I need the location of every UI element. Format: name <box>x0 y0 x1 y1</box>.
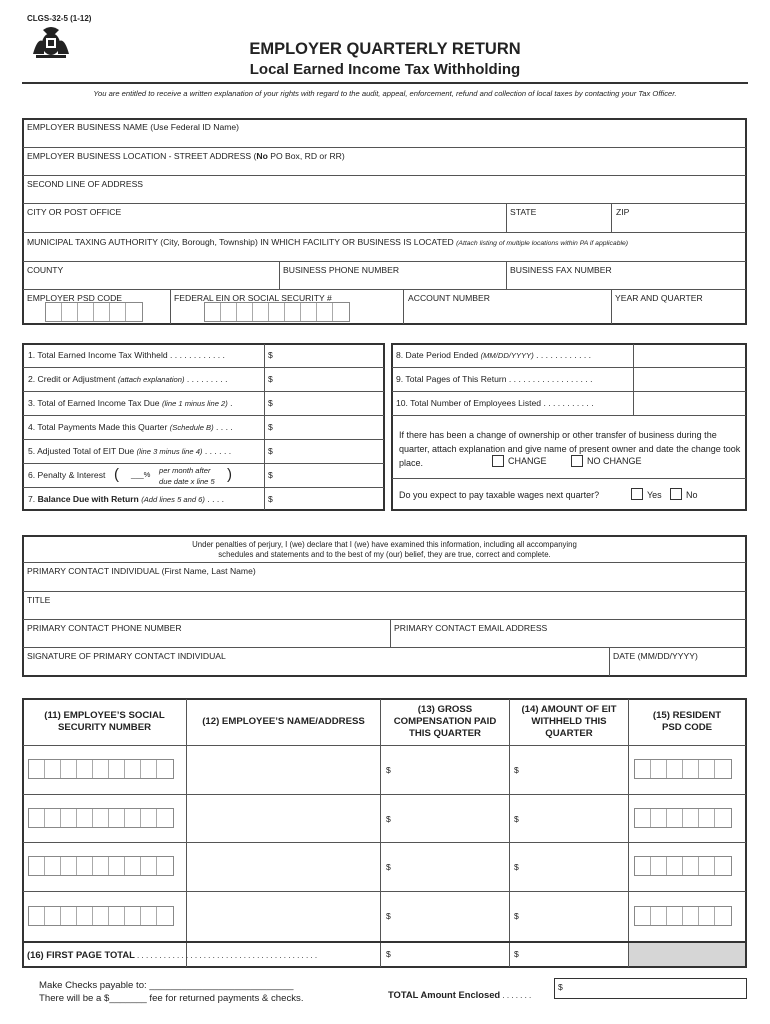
no-change-label: NO CHANGE <box>587 456 642 466</box>
returned-fee-text: There will be a $_______ fee for returned payments & checks. <box>39 993 304 1004</box>
contact-phone-field[interactable]: PRIMARY CONTACT PHONE NUMBER <box>27 623 182 633</box>
divider <box>23 415 384 416</box>
divider <box>23 647 746 648</box>
total-enclosed-dollar: $ <box>558 982 563 992</box>
divider <box>23 794 746 795</box>
divider <box>23 463 384 464</box>
divider <box>23 203 746 204</box>
street-address-no: No <box>256 151 268 161</box>
divider <box>23 147 746 148</box>
business-name-field[interactable]: EMPLOYER BUSINESS NAME (Use Federal ID Name) <box>27 122 240 132</box>
line7-label <box>28 494 224 504</box>
divider <box>23 261 746 262</box>
penalty-rate-input[interactable]: ___% <box>131 470 151 479</box>
divider <box>279 262 280 289</box>
total-enclosed-label <box>388 989 531 1000</box>
divider <box>23 619 746 620</box>
title-rule <box>22 82 748 84</box>
ein-input[interactable] <box>204 302 350 322</box>
total-gross-input[interactable]: $ <box>386 949 391 959</box>
line4-text: 4. Total Payments Made this Quarter <box>28 422 168 432</box>
line8-input[interactable] <box>634 345 745 366</box>
line8-label <box>396 350 591 360</box>
divider <box>23 842 746 843</box>
street-address-label: EMPLOYER BUSINESS LOCATION - STREET ADDRESS ( <box>27 151 257 161</box>
yes-label: Yes <box>647 490 662 500</box>
municipal-note: (Attach listing of multiple locations within PA if applicable) <box>456 240 629 247</box>
gross-comp-input[interactable]: $ <box>386 911 391 921</box>
municipal-authority-field[interactable] <box>27 237 628 247</box>
divider <box>392 367 746 368</box>
eit-withheld-input[interactable]: $ <box>514 814 519 824</box>
business-fax-field[interactable]: BUSINESS FAX NUMBER <box>510 265 612 275</box>
county-field[interactable]: COUNTY <box>27 265 64 275</box>
line4-label <box>28 422 233 432</box>
gross-comp-input[interactable]: $ <box>386 862 391 872</box>
resident-psd-input[interactable] <box>634 808 732 828</box>
checks-payable-text: Make Checks payable to: ___________________________ <box>39 980 294 991</box>
line3-text: 3. Total of Earned Income Tax Due <box>28 398 160 408</box>
divider <box>392 478 746 479</box>
line8-note: (MM/DD/YYYY) <box>480 351 534 360</box>
line9-input[interactable] <box>634 369 745 390</box>
state-field[interactable]: STATE <box>510 207 537 217</box>
divider <box>506 262 507 289</box>
col-header-eit: (14) AMOUNT OF EIT WITHHELD THIS QUARTER <box>521 704 617 739</box>
employee-name-input[interactable] <box>188 796 379 841</box>
eit-withheld-input[interactable]: $ <box>514 911 519 921</box>
line5-label <box>28 446 231 456</box>
line7-amount[interactable]: $ <box>268 494 273 504</box>
divider <box>23 289 746 290</box>
line2-text: 2. Credit or Adjustment <box>28 374 116 384</box>
line2-note: (attach explanation) <box>117 375 185 384</box>
signature-date-field[interactable]: DATE (MM/DD/YYYY) <box>613 651 698 661</box>
divider <box>170 290 171 324</box>
business-phone-field[interactable]: BUSINESS PHONE NUMBER <box>283 265 400 275</box>
divider <box>609 648 610 676</box>
form-subtitle: Local Earned Income Tax Withholding <box>249 61 521 78</box>
divider <box>628 699 629 967</box>
total-shaded-cell <box>628 942 745 966</box>
next-quarter-question: Do you expect to pay taxable wages next quarter? <box>399 490 600 500</box>
no-checkbox[interactable] <box>670 488 682 500</box>
paren-open: ( <box>114 466 119 483</box>
change-checkbox[interactable] <box>492 455 504 467</box>
second-address-field[interactable]: SECOND LINE OF ADDRESS <box>27 179 144 189</box>
contact-title-field[interactable]: TITLE <box>27 595 51 605</box>
employee-ssn-input[interactable] <box>28 759 174 779</box>
line3-dots: . <box>227 398 233 408</box>
line4-note: (Schedule B) <box>169 423 214 432</box>
total-enclosed-text: TOTAL Amount Enclosed <box>388 989 501 1000</box>
total-eit-input[interactable]: $ <box>514 949 519 959</box>
line1-amount[interactable]: $ <box>268 350 273 360</box>
divider <box>23 367 384 368</box>
employee-name-input[interactable] <box>188 747 379 793</box>
declaration-text-1: Under penalties of perjury, I (we) declare that I (we) have examined this information, including all accompanying <box>192 540 577 549</box>
line3-label <box>28 398 233 408</box>
ownership-change-text: If there has been a change of ownership or other transfer of business during the quarter, attach explanation and give name of present owner and date the change took place. <box>399 430 741 468</box>
divider <box>392 415 746 416</box>
line7-note: (Add lines 5 and 6) <box>141 495 205 504</box>
divider <box>23 487 384 488</box>
line6-label: 6. Penalty & Interest <box>28 470 106 480</box>
line7-dots: . . . . <box>204 494 225 504</box>
divider <box>611 290 612 324</box>
line10-input[interactable] <box>634 393 745 414</box>
gross-comp-input[interactable]: $ <box>386 765 391 775</box>
no-label: No <box>686 490 698 500</box>
total-enclosed-input[interactable] <box>554 978 747 999</box>
municipal-label: MUNICIPAL TAXING AUTHORITY (City, Borough, Township) IN WHICH FACILITY OR BUSINESS IS LOCATED <box>27 237 454 247</box>
line8-dots: . . . . . . . . . . . . <box>533 350 592 360</box>
city-field[interactable]: CITY OR POST OFFICE <box>27 207 122 217</box>
col-header-ssn: (11) EMPLOYEE’S SOCIAL SECURITY NUMBER <box>44 710 165 733</box>
line1-label: 1. Total Earned Income Tax Withheld . . . . . . . . . . . . <box>28 350 225 360</box>
divider <box>403 290 404 324</box>
eit-withheld-input[interactable]: $ <box>514 765 519 775</box>
line8-text: 8. Date Period Ended <box>396 350 479 360</box>
employee-name-input[interactable] <box>188 893 379 940</box>
divider <box>186 699 187 967</box>
line2-amount[interactable]: $ <box>268 374 273 384</box>
line2-label <box>28 374 228 384</box>
rights-notice: You are entitled to receive a written explanation of your rights with regard to the audit, appeal, enforcement, refund and collection of local taxes by contacting your Tax Officer. <box>93 89 677 98</box>
form-id: CLGS-32-5 (1-12) <box>27 14 92 23</box>
first-page-total-label <box>27 949 317 960</box>
eit-withheld-input[interactable]: $ <box>514 862 519 872</box>
penalty-note-2: due date x line 5 <box>159 477 215 486</box>
total-enclosed-dots: . . . . . . . <box>500 991 532 1000</box>
line7-num: 7. <box>28 494 38 504</box>
line9-label: 9. Total Pages of This Return . . . . . . . . . . . . . . . . . . <box>396 374 593 384</box>
line5-note: (line 3 minus line 4) <box>136 447 203 456</box>
first-page-total-dots: . . . . . . . . . . . . . . . . . . . . . . . . . . . . . . . . . . . . . . . . . <box>134 951 318 960</box>
psd-code-input[interactable] <box>45 302 143 322</box>
divider <box>23 591 746 592</box>
yes-checkbox[interactable] <box>631 488 643 500</box>
divider <box>23 562 746 563</box>
divider <box>23 391 384 392</box>
penalty-note-1: per month after <box>159 466 211 475</box>
employee-ssn-input[interactable] <box>28 906 174 926</box>
line4-amount[interactable]: $ <box>268 422 273 432</box>
line10-label: 10. Total Number of Employees Listed . . . . . . . . . . . <box>396 398 594 408</box>
line3-note: (line 1 minus line 2) <box>161 399 228 408</box>
street-address-field[interactable] <box>27 151 345 161</box>
divider <box>23 891 746 892</box>
employee-ssn-input[interactable] <box>28 808 174 828</box>
divider <box>23 745 746 746</box>
divider <box>611 204 612 232</box>
col-header-gross: (13) GROSS COMPENSATION PAID THIS QUARTER <box>393 704 497 739</box>
line2-dots: . . . . . . . . . <box>184 374 228 384</box>
no-change-checkbox[interactable] <box>571 455 583 467</box>
line6-amount[interactable]: $ <box>268 470 273 480</box>
resident-psd-input[interactable] <box>634 759 732 779</box>
gross-comp-input[interactable]: $ <box>386 814 391 824</box>
line5-dots: . . . . . . <box>202 446 232 456</box>
zip-field[interactable]: ZIP <box>616 207 630 217</box>
psd-code-label: EMPLOYER PSD CODE <box>27 293 123 303</box>
divider <box>23 941 746 943</box>
divider <box>23 175 746 176</box>
employee-ssn-input[interactable] <box>28 856 174 876</box>
divider <box>23 232 746 233</box>
col-header-name: (12) EMPLOYEE’S NAME/ADDRESS <box>202 716 365 727</box>
street-address-note: PO Box, RD or RR) <box>267 151 345 161</box>
line5-amount[interactable]: $ <box>268 446 273 456</box>
line5-text: 5. Adjusted Total of EIT Due <box>28 446 135 456</box>
contact-email-field[interactable]: PRIMARY CONTACT EMAIL ADDRESS <box>394 623 548 633</box>
resident-psd-input[interactable] <box>634 856 732 876</box>
divider <box>23 439 384 440</box>
col-header-psd: (15) RESIDENT PSD CODE <box>652 710 722 733</box>
divider <box>264 344 265 510</box>
contact-name-field[interactable]: PRIMARY CONTACT INDIVIDUAL (First Name, Last Name) <box>27 566 256 576</box>
divider <box>390 620 391 647</box>
employee-name-input[interactable] <box>188 844 379 890</box>
year-quarter-field[interactable]: YEAR AND QUARTER <box>615 293 703 303</box>
declaration-text-2: schedules and statements and to the best of my (our) belief, they are true, correct and complete. <box>218 550 551 559</box>
signature-field[interactable]: SIGNATURE OF PRIMARY CONTACT INDIVIDUAL <box>27 651 226 661</box>
change-label: CHANGE <box>508 456 547 466</box>
first-page-total-text: (16) FIRST PAGE TOTAL <box>27 949 135 960</box>
account-number-field[interactable]: ACCOUNT NUMBER <box>408 293 490 303</box>
line4-dots: . . . . <box>213 422 233 432</box>
paren-close: ) <box>227 466 232 483</box>
form-title: EMPLOYER QUARTERLY RETURN <box>249 40 521 58</box>
divider <box>506 204 507 232</box>
line7-text: Balance Due with Return <box>37 494 139 504</box>
line3-amount[interactable]: $ <box>268 398 273 408</box>
divider <box>392 391 746 392</box>
resident-psd-input[interactable] <box>634 906 732 926</box>
ein-label: FEDERAL EIN OR SOCIAL SECURITY # <box>174 293 332 303</box>
